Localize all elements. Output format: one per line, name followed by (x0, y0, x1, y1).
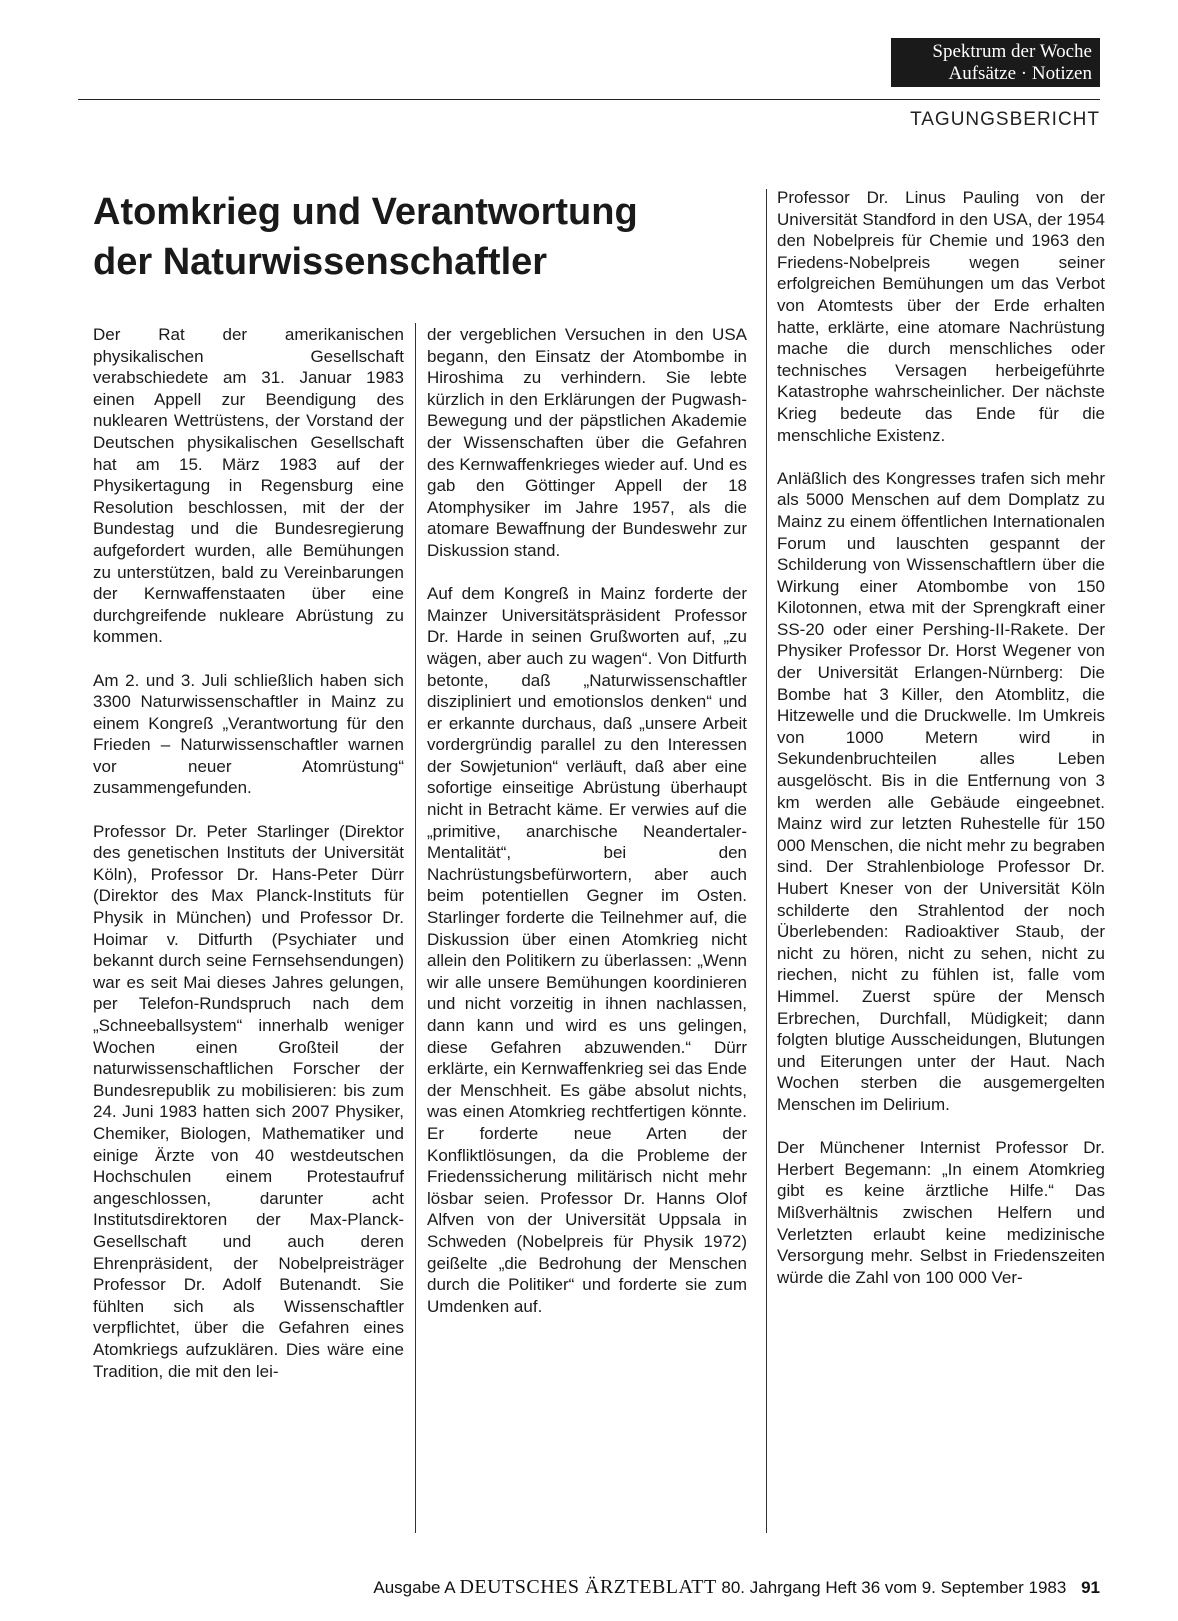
page-footer (0, 1576, 1100, 1599)
paragraph: Auf dem Kongreß in Mainz forderte der Mainzer Universitätspräsident Professor Dr. Harde in seinen Grußworten auf, „zu wägen, aber auch zu wagen“. Von Ditfurth betonte, daß „Naturwissenschaftler diszipliniert und emotionslos denken“ und er erkannte durchaus, daß „unsere Arbeit vordergründig parallel zu den Interessen der Sowjetunion“ verläuft, daß aber eine sofortige einseitige Abrüstung überhaupt nicht in Betracht käme. Er verwies auf die „primitive, anarchische Neandertaler-Mentalität“, bei den Nachrüstungsbefürwortern, aber auch beim potentiellen Gegner im Osten. Starlinger forderte die Teilnehmer auf, die Diskussion über einen Atomkrieg nicht allein den Politikern zu überlassen: „Wenn wir alle unsere Bemühungen koordinieren und nicht vorzeitig in ihnen nachlassen, dann kann und wird es uns gelingen, diese Gefahren abzuwenden.“ Dürr erklärte, ein Kernwaffenkrieg sei das Ende der Menschheit. Es gäbe absolut nichts, was einen Atomkrieg rechtfertigen könnte. Er forderte neue Arten der Konfliktlösungen, da die Probleme der Friedenssicherung militärisch nicht mehr lösbar seien. Professor Dr. Hanns Olof Alfven von der Universität Uppsala in Schweden (Nobelpreis für Physik 1972) geißelte „die Bedrohung der Menschen durch die Politiker“ und forderte sie zum Umdenken auf. (427, 584, 747, 1316)
paragraph: der vergeblichen Versuchen in den USA begann, den Einsatz der Atombombe in Hiroshima zu verhindern. Sie lebte kürzlich in den Erklärungen der Pugwash-Bewegung und der päpstlichen Akademie der Wissenschaften über die Gefahren des Kernwaffenkrieges wieder auf. Und es gab den Göttinger Appell der 18 Atomphysiker im Jahre 1957, als die atomare Bewaffnung der Bundeswehr zur Diskussion stand. (427, 325, 747, 560)
column-1 (93, 324, 404, 1404)
column-divider (766, 189, 767, 1533)
footer-journal: DEUTSCHES ÄRZTEBLATT (459, 1576, 717, 1598)
paragraph: Professor Dr. Peter Starlinger (Direktor des genetischen Instituts der Universität Köln), Professor Dr. Hans-Peter Dürr (Direktor des Max Planck-Instituts für Physik in München) und Professor Dr. Hoimar v. Ditfurth (Psychiater und bekannt durch seine Fernsehsendungen) war es seit Mai dieses Jahres gelungen, per Telefon-Rundspruch nach dem „Schneeballsystem“ innerhalb weniger Wochen einen Großteil der naturwissenschaftlichen Forscher der Bundesrepublik zu mobilisieren: bis zum 24. Juni 1983 hatten sich 2007 Physiker, Chemiker, Biologen, Mathematiker und einige Ärzte von 40 westdeutschen Hochschulen einem Protestaufruf angeschlossen, darunter acht Institutsdirektoren der Max-Planck-Gesellschaft und auch deren Ehrenpräsident, der Nobelpreisträger Professor Dr. Adolf Butenandt. Sie fühlten sich als Wissenschaftler verpflichtet, über die Gefahren eines Atomkriegs aufzuklären. Dies wäre eine Tradition, die mit den lei- (93, 821, 404, 1381)
title-line-1: Atomkrieg und Verantwortung (93, 191, 638, 233)
column-2 (427, 324, 747, 1339)
paragraph: Der Münchener Internist Professor Dr. Herbert Begemann: „In einem Atomkrieg gibt es keine ärztliche Hilfe.“ Das Mißverhältnis zwischen Helfern und Verletzten erlaubt keine medizinische Versorgung mehr. Selbst in Friedenszeiten würde die Zahl von 100 000 Ver- (777, 1138, 1105, 1287)
paragraph: Am 2. und 3. Juli schließlich haben sich 3300 Naturwissenschaftler in Mainz zu einem Kongreß „Verantwortung für den Frieden – Naturwissenschaftler warnen vor neuer Atomrüstung“ zusammengefunden. (93, 670, 404, 798)
column-3 (777, 187, 1105, 1310)
article-title (93, 187, 743, 287)
kicker: TAGUNGSBERICHT (910, 109, 1100, 130)
paragraph: Professor Dr. Linus Pauling von der Universität Standford in den USA, der 1954 den Nobelpreis für Chemie und 1963 den Friedens-Nobelpreis wegen seiner erfolgreichen Bemühungen um das Verbot von Atomtests über der Erde erhalten hatte, erklärte, eine atomare Nachrüstung mache die durch menschliches oder technisches Versagen herbeigeführte Katastrophe wahrscheinlicher. Der nächste Krieg bedeute das Ende für die menschliche Existenz. (777, 188, 1105, 445)
footer-issue: 80. Jahrgang Heft 36 vom 9. September 1983 (721, 1578, 1067, 1597)
column-divider (415, 323, 416, 1533)
footer-edition: Ausgabe A (373, 1578, 455, 1597)
header-rule (78, 99, 1100, 100)
paragraph: Anläßlich des Kongresses trafen sich mehr als 5000 Menschen auf dem Domplatz zu Mainz zu einem öffentlichen Internationalen Forum und lauschten gespannt der Schilderung von Wissenschaftlern über die Wirkung einer Atombombe von 150 Kilotonnen, etwa mit der Sprengkraft einer SS-20 oder einer Pershing-II-Rakete. Der Physiker Professor Dr. Horst Wegener von der Universität Erlangen-Nürnberg: Die Bombe hat 3 Killer, den Atomblitz, die Hitzewelle und die Druckwelle. Im Umkreis von 1000 Metern wird in Sekundenbruchteilen alles Leben ausgelöscht. Bis in die Entfernung von 3 km werden alle Gebäude eingeebnet. Mainz wird zur letzten Ruhestelle für 150 000 Menschen, die nicht mehr zu begraben sind. Der Strahlenbiologe Professor Dr. Hubert Kneser von der Universität Köln schilderte den Strahlentod der noch Überlebenden: Radioaktiver Staub, der nicht zu hören, nicht zu sehen, nicht zu riechen, nicht zu fühlen ist, falle vom Himmel. Zuerst spüre der Mensch Erbrechen, Durchfall, Müdigkeit; dann folgten blutige Ausscheidungen, Blutungen und Eiterungen unter der Haut. Nach Wochen sterben die ausgemergelten Menschen im Delirium. (777, 468, 1105, 1114)
title-line-2: der Naturwissenschaftler (93, 241, 548, 283)
paragraph: Der Rat der amerikanischen physikalischen Gesellschaft verabschiedete am 31. Januar 1983 einen Appell zur Beendigung des nuklearen Wettrüstens, der Vorstand der Deutschen physikalischen Gesellschaft hat am 15. März 1983 auf der Physikertagung in Regensburg eine Resolution beschlossen, mit der der Bundestag und die Bundesregierung aufgefordert wurden, alle Bemühungen zu unterstützen, bald zu Vereinbarungen der Kernwaffenstaaten über eine durchgreifende nukleare Abrüstung zu kommen. (93, 325, 404, 647)
section-label (891, 38, 1100, 87)
section-label-line2: Aufsätze · Notizen (948, 63, 1092, 84)
section-label-line1: Spektrum der Woche (932, 41, 1092, 62)
page-number: 91 (1081, 1578, 1100, 1597)
